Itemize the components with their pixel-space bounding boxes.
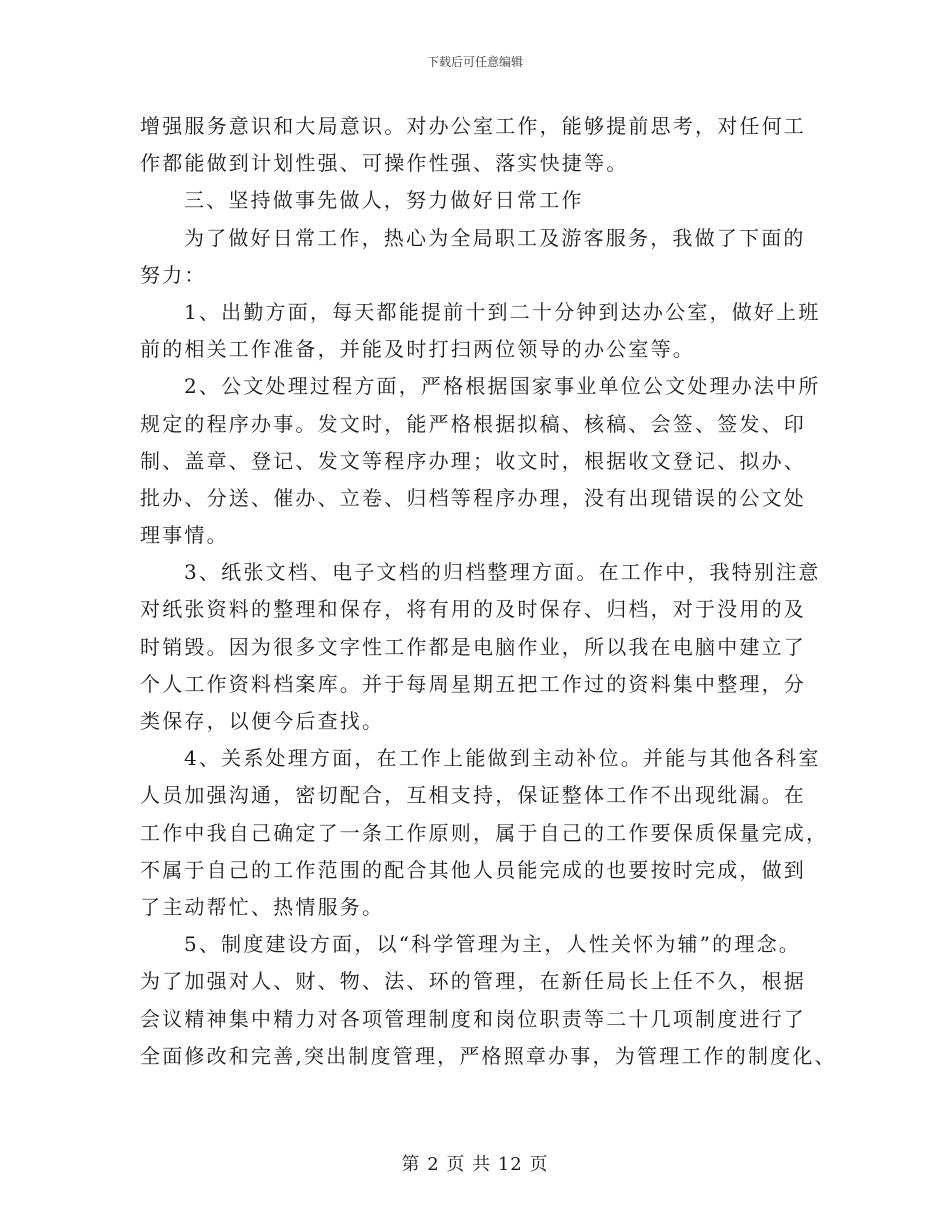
text-line: 时销毁。因为很多文字性工作都是电脑作业，所以我在电脑中建立了 xyxy=(140,634,806,659)
text-line: 工作中我自己确定了一条工作原则，属于自己的工作要保质保量完成， xyxy=(140,820,829,845)
text-line: 人员加强沟通，密切配合，互相支持，保证整体工作不出现纰漏。在 xyxy=(140,783,806,808)
text-line: 为了做好日常工作，热心为全局职工及游客服务，我做了下面的 xyxy=(184,225,806,250)
text-line: 前的相关工作准备，并能及时打扫两位领导的办公室等。 xyxy=(140,337,695,362)
text-line: 三、坚持做事先做人，努力做好日常工作 xyxy=(184,188,584,213)
text-line: 制、盖章、登记、发文等程序办理；收文时，根据收文登记、拟办、 xyxy=(140,448,806,473)
text-line: 为了加强对人、财、物、法、环的管理，在新任局长上任不久，根据 xyxy=(140,969,806,994)
text-line: 2、公文处理过程方面，严格根据国家事业单位公文处理办法中所 xyxy=(184,374,821,399)
text-line: 对纸张资料的整理和保存，将有用的及时保存、归档，对于没用的及 xyxy=(140,597,806,622)
text-line: 不属于自己的工作范围的配合其他人员能完成的也要按时完成，做到 xyxy=(140,857,806,882)
text-line: 5、制度建设方面，以“科学管理为主，人性关怀为辅”的理念。 xyxy=(184,932,801,957)
text-line: 了主动帮忙、热情服务。 xyxy=(140,894,385,919)
text-line: 理事情。 xyxy=(140,523,229,548)
page-number-footer: 第 2 页 共 12 页 xyxy=(401,1154,549,1175)
document-body xyxy=(140,108,837,1075)
text-line: 3、纸张文档、电子文档的归档整理方面。在工作中，我特别注意 xyxy=(184,560,821,585)
text-line: 1、出勤方面，每天都能提前十到二十分钟到达办公室，做好上班 xyxy=(184,299,821,324)
text-line: 全面修改和完善,突出制度管理，严格照章办事，为管理工作的制度化、 xyxy=(140,1043,837,1068)
text-line: 作都能做到计划性强、可操作性强、落实快捷等。 xyxy=(140,151,629,176)
page-header: 下载后可任意编辑 xyxy=(426,55,523,69)
text-line: 批办、分送、催办、立卷、归档等程序办理，没有出现错误的公文处 xyxy=(140,485,806,510)
text-line: 增强服务意识和大局意识。对办公室工作，能够提前思考，对任何工 xyxy=(140,114,806,138)
text-line: 会议精神集中精力对各项管理制度和岗位职责等二十几项制度进行了 xyxy=(140,1006,806,1031)
text-line: 规定的程序办事。发文时，能严格根据拟稿、核稿、会签、签发、印 xyxy=(140,411,806,436)
text-line: 个人工作资料档案库。并于每周星期五把工作过的资料集中整理，分 xyxy=(140,671,806,696)
text-line: 4、关系处理方面，在工作上能做到主动补位。并能与其他各科室 xyxy=(184,746,821,771)
text-line: 类保存，以便今后查找。 xyxy=(140,709,385,733)
text-line: 努力： xyxy=(140,262,207,287)
